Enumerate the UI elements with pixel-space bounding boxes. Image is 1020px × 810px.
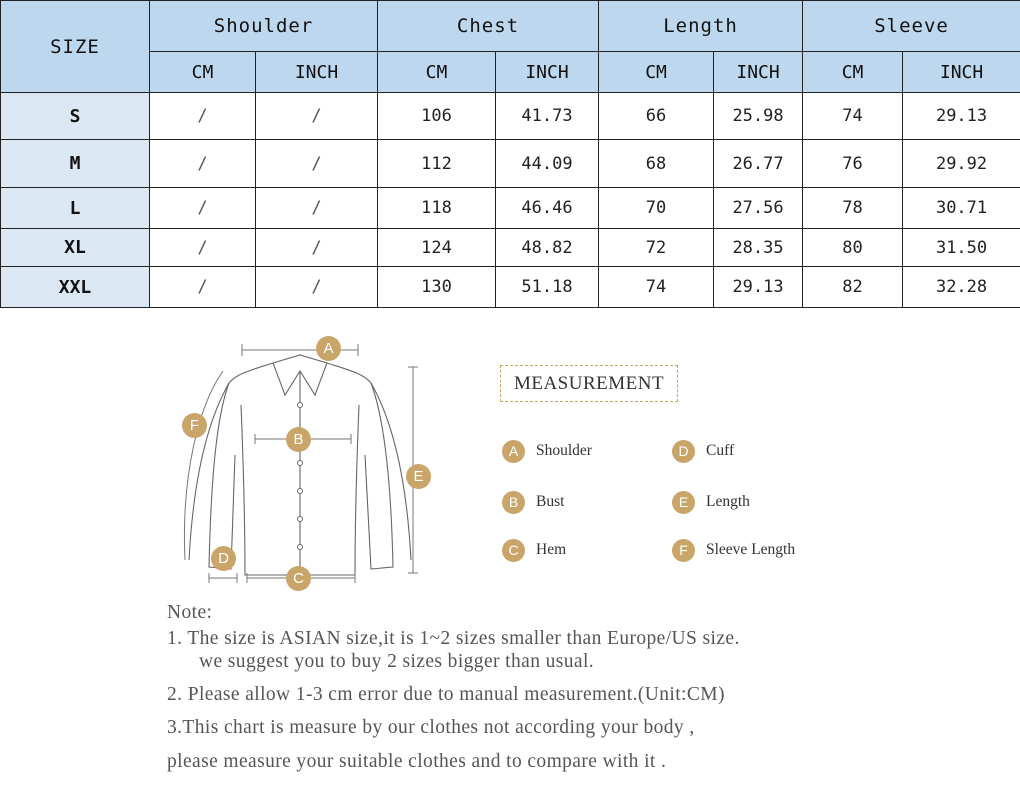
table-cell: / [150,229,256,267]
table-cell: 46.46 [496,188,599,229]
legend-item-length [672,489,750,515]
table-cell: 29.13 [903,93,1020,140]
table-cell: 27.56 [714,188,803,229]
size-chart-table [0,0,1020,308]
unit-header: INCH [903,52,1020,93]
marker-b-icon: B [286,427,311,452]
marker-c-icon: C [286,566,311,591]
notes-heading: Note: [167,602,213,623]
table-cell: 29.13 [714,267,803,308]
table-cell: / [256,188,378,229]
size-label: XL [1,229,150,267]
shirt-illustration [165,335,445,595]
table-cell: 112 [378,140,496,188]
note-line: 3.This chart is measure by our clothes not according your body , [167,717,695,738]
table-cell: 118 [378,188,496,229]
legend-item-sleeve-length [672,537,795,563]
size-label: M [1,140,150,188]
legend-item-cuff [672,438,734,464]
letter-c-icon: C [502,539,525,562]
table-cell: 76 [803,140,903,188]
table-cell: 130 [378,267,496,308]
marker-a-icon: A [316,336,341,361]
legend-label: Sleeve Length [706,541,796,558]
table-cell: 70 [599,188,714,229]
table-cell: 41.73 [496,93,599,140]
table-cell: 28.35 [714,229,803,267]
table-cell: 66 [599,93,714,140]
table-row [1,229,1020,267]
size-header: SIZE [1,1,150,93]
table-cell: 74 [599,267,714,308]
letter-e-icon: E [672,491,695,514]
note-line: please measure your suitable clothes and to compare with it . [167,751,667,772]
table-cell: / [256,229,378,267]
size-label: S [1,93,150,140]
table-cell: 30.71 [903,188,1020,229]
unit-header: CM [803,52,903,93]
shirt-measurement-diagram [165,335,445,595]
sleeve-header: Sleeve [803,1,1020,52]
letter-b-icon: B [502,491,525,514]
table-cell: / [150,93,256,140]
letter-a-icon: A [502,440,525,463]
unit-header: INCH [256,52,378,93]
legend-label: Shoulder [536,442,592,459]
table-cell: 51.18 [496,267,599,308]
marker-e-icon: E [406,464,431,489]
shoulder-header: Shoulder [150,1,378,52]
legend-label: Bust [536,493,565,510]
table-cell: / [150,267,256,308]
table-cell: 26.77 [714,140,803,188]
table-row [1,267,1020,308]
legend-label: Cuff [706,442,735,459]
legend-label: Length [706,493,750,510]
table-cell: / [150,140,256,188]
table-cell: 106 [378,93,496,140]
table-row [1,188,1020,229]
unit-header: INCH [714,52,803,93]
table-cell: 72 [599,229,714,267]
table-cell: / [256,93,378,140]
marker-f-icon: F [182,413,207,438]
table-cell: / [256,267,378,308]
table-cell: 31.50 [903,229,1020,267]
measurement-title: MEASUREMENT [500,365,678,402]
length-header: Length [599,1,803,52]
table-cell: 32.28 [903,267,1020,308]
unit-header: INCH [496,52,599,93]
table-cell: 68 [599,140,714,188]
legend-item-hem [502,537,566,563]
note-line: 1. The size is ASIAN size,it is 1~2 sizes smaller than Europe/US size. [167,628,740,649]
table-cell: 78 [803,188,903,229]
size-label: XXL [1,267,150,308]
legend-item-bust [502,489,564,515]
chest-header: Chest [378,1,599,52]
table-cell: 82 [803,267,903,308]
table-cell: 48.82 [496,229,599,267]
table-cell: 44.09 [496,140,599,188]
table-row [1,93,1020,140]
legend-item-shoulder [502,438,592,464]
table-cell: 74 [803,93,903,140]
table-row [1,140,1020,188]
marker-d-icon: D [211,546,236,571]
note-line: we suggest you to buy 2 sizes bigger than usual. [199,651,595,672]
size-label: L [1,188,150,229]
letter-f-icon: F [672,539,695,562]
unit-header: CM [378,52,496,93]
unit-header: CM [150,52,256,93]
table-cell: / [150,188,256,229]
letter-d-icon: D [672,440,695,463]
table-cell: 80 [803,229,903,267]
table-cell: 25.98 [714,93,803,140]
unit-header: CM [599,52,714,93]
note-line: 2. Please allow 1-3 cm error due to manual measurement.(Unit:CM) [167,684,725,705]
table-cell: 29.92 [903,140,1020,188]
legend-label: Hem [536,541,567,558]
table-cell: / [256,140,378,188]
table-cell: 124 [378,229,496,267]
